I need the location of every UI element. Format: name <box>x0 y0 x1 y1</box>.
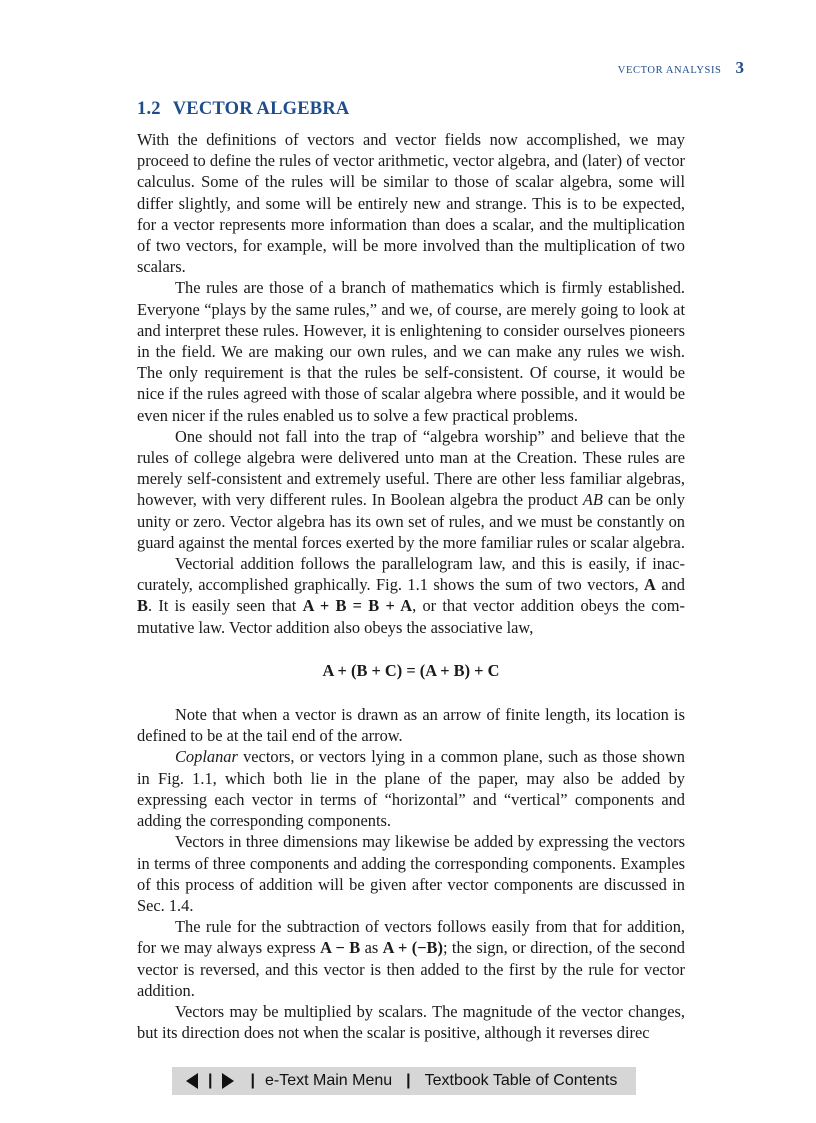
text-run: as <box>360 938 383 958</box>
math-term: AB <box>582 490 603 510</box>
text-run: ; the sign, or direction, of the second vector is reversed, and this vector is then added to the first by the rule for vector addition. <box>137 938 685 1000</box>
term-emphasis: Coplanar <box>175 747 238 767</box>
section-number: 1.2 <box>137 99 161 119</box>
paragraph: Vectors may be multiplied by scalars. The magnitude of the vector changes, but its direction does not when the scalar is positive, although it reverses direc <box>137 1001 685 1043</box>
paragraph <box>137 553 685 638</box>
text-run: The rule for the subtraction of vectors follows easily from that for addition, for we may always express <box>137 917 685 958</box>
table-of-contents-link[interactable]: Textbook Table of Contents <box>424 1072 618 1089</box>
paragraph: The rules are those of a branch of mathematics which is firmly established. Everyone “plays by the same rules,” and we, of course, are merely going to look at and interpret these rules. However, it is enlightening to consider ourselves pioneers in the field. We are making our own rules, and we can make any rules we wish. The only requirement is that the rules be self-consistent. Of course, it would be nice if the rules agreed with those of scalar algebra where possible, and it would be even nicer if the rules enabled us to solve a few practical problems. <box>137 278 685 425</box>
paragraph <box>137 916 685 1001</box>
nav-separator: | <box>406 1072 411 1089</box>
inline-equation: A + B = B + A <box>302 596 413 616</box>
running-head <box>618 58 744 78</box>
triangle-left-icon[interactable] <box>186 1073 198 1089</box>
text-run: One should not fall into the trap of “algebra worship” and believe that the rules of college algebra were delivered unto man at the Creation. These rules are merely self-consistent and extremely useful. There are other less familiar algebras, however, with very different rules. In Boolean algebra the product <box>137 426 685 510</box>
running-title: VECTOR ANALYSIS <box>617 65 722 76</box>
body-text <box>137 129 685 1043</box>
navigation-bar <box>172 1067 636 1095</box>
paragraph: With the definitions of vectors and vector fields now accomplished, we may proceed to define the rules of vector arithmetic, vector algebra, and (later) of vector calculus. Some of the rules will be similar to those of scalar algebra, some will differ slightly, and some will be entirely new and strange. This is to be expected, for a vector represents more information than does a scalar, and the multiplication of two vectors, for example, will be more involved than the multiplication of two scalars. <box>137 130 685 277</box>
text-run: . It is easily seen that <box>147 596 303 616</box>
text-run: and <box>655 575 686 595</box>
section-heading <box>137 99 349 120</box>
nav-separator: | <box>250 1072 255 1089</box>
triangle-right-icon[interactable] <box>222 1073 234 1089</box>
paragraph <box>137 426 685 553</box>
vector-symbol: B <box>137 596 148 616</box>
equation-text: A + (B + C) = (A + B) + C <box>322 660 500 680</box>
text-run: , or that vector addition obeys the commutative law. Vector addition also obeys the associative law, <box>137 596 685 637</box>
text-run: Vectorial addition follows the parallelogram law, and this is easily, if inaccurately, accomplished graphically. Fig. 1.1 shows the sum of two vectors, <box>137 554 685 595</box>
text-run: vectors, or vectors lying in a common plane, such as those shown in Fig. 1.1, which both lie in the plane of the paper, may also be added by expressing each vector in terms of “horizontal” and “vertical” components and adding the corresponding components. <box>137 747 685 831</box>
text-run: can be only unity or zero. Vector algebra has its own set of rules, and we must be constantly on guard against the mental forces exerted by the more familiar rules or scalar algebra. <box>137 490 685 552</box>
vector-symbol: A <box>644 575 656 595</box>
display-equation <box>137 660 685 681</box>
paragraph <box>137 746 685 831</box>
page-number: 3 <box>735 58 744 77</box>
paragraph: Note that when a vector is drawn as an arrow of finite length, its location is defined to be at the tail end of the arrow. <box>137 705 685 746</box>
section-title: VECTOR ALGEBRA <box>172 99 350 119</box>
inline-equation: A + (−B) <box>382 938 443 958</box>
nav-separator: | <box>208 1072 213 1089</box>
inline-equation: A − B <box>320 938 361 958</box>
main-menu-link[interactable]: e-Text Main Menu <box>264 1072 393 1089</box>
paragraph: Vectors in three dimensions may likewise be added by expressing the vectors in terms of three components and adding the corresponding components. Examples of this process of addition will be given after vector components are discussed in Sec. 1.4. <box>137 832 685 915</box>
